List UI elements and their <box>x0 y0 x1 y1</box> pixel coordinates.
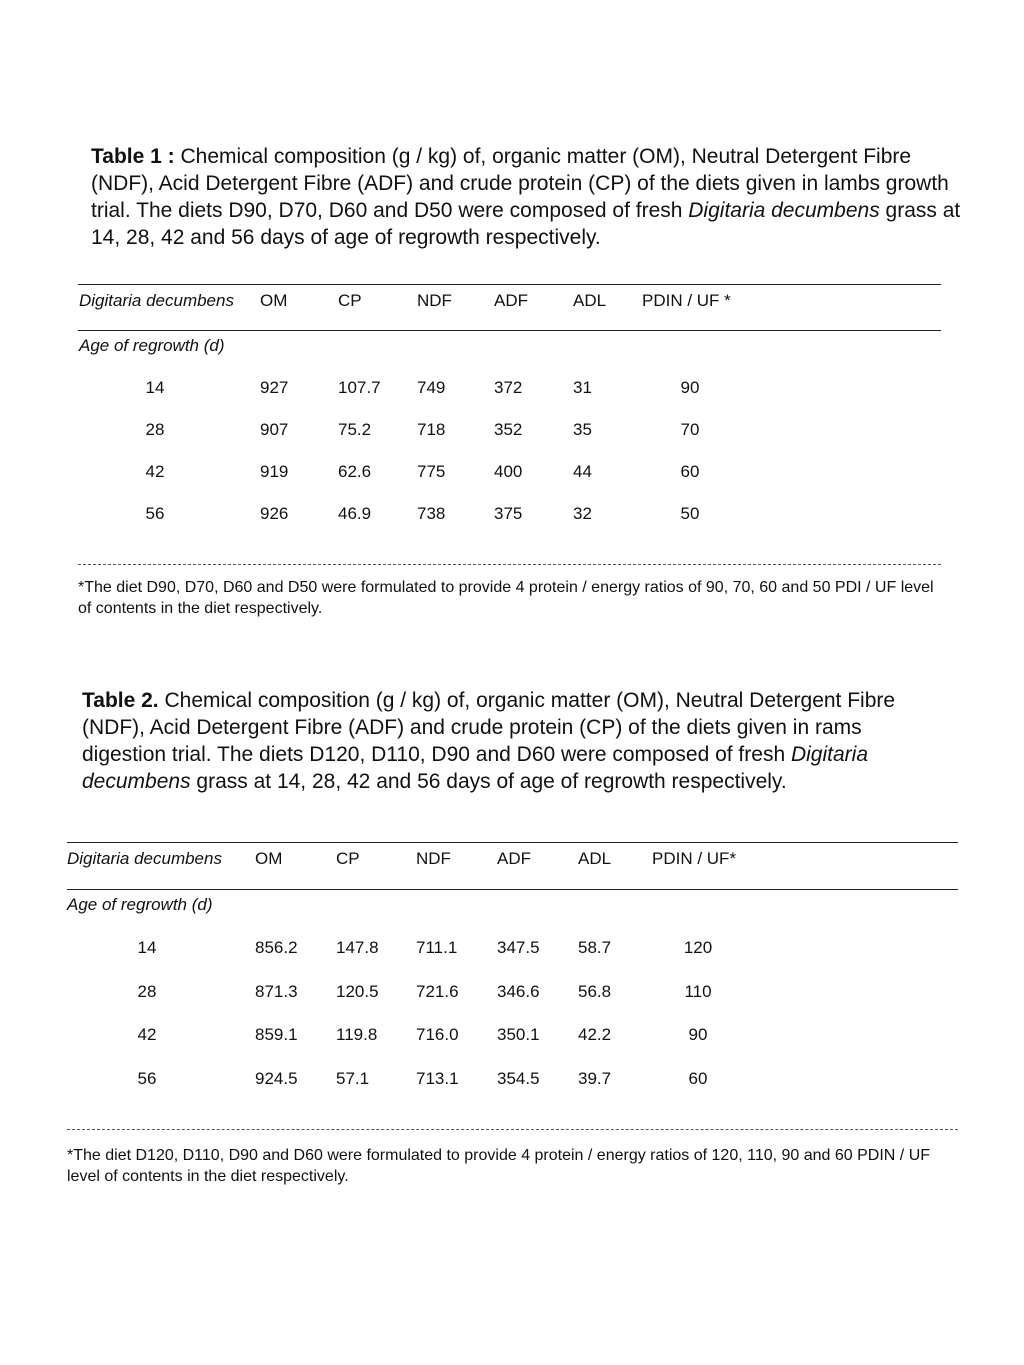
table1-header-adl: ADL <box>573 291 607 310</box>
table1-cell-age: 42 <box>145 462 165 481</box>
table1-cell-adf: 372 <box>494 378 523 397</box>
table1-header-rule <box>78 330 941 331</box>
table2-caption-text: Chemical composition (g / kg) of, organic matter (OM), Neutral Detergent Fibre (NDF), Acid Detergent Fibre (ADF) and crude protein (CP) of the diets given in rams digestion trial. The diets D120, D110, D90 and D60 were composed of fresh <box>82 689 896 766</box>
table2-cell-age: 42 <box>137 1025 157 1044</box>
table1-header-species: Digitaria decumbens <box>79 291 234 310</box>
table2-caption-species: Digitaria decumbens <box>82 743 868 793</box>
table2-cell-pdin-uf: 60 <box>688 1069 708 1088</box>
table1-cell-pdin-uf: 90 <box>680 378 700 397</box>
table2-cell-adf: 350.1 <box>497 1025 540 1044</box>
table2-header-cp: CP <box>336 849 360 868</box>
table2-subheader: Age of regrowth (d) <box>67 895 213 914</box>
table2-cell-adf: 347.5 <box>497 938 540 957</box>
table1-cell-om: 907 <box>260 420 289 439</box>
table2-cell-age: 14 <box>137 938 157 957</box>
table2-cell-age: 28 <box>137 982 157 1001</box>
table1-cell-adl: 44 <box>573 462 592 481</box>
table1-top-rule <box>78 284 941 285</box>
table1-cell-om: 926 <box>260 504 289 523</box>
table1-cell-om: 927 <box>260 378 289 397</box>
table1-cell-cp: 62.6 <box>338 462 372 481</box>
table2-header-adl: ADL <box>578 849 612 868</box>
table1-cell-cp: 107.7 <box>338 378 381 397</box>
table2-header-species: Digitaria decumbens <box>67 849 222 868</box>
table2-cell-age: 56 <box>137 1069 157 1088</box>
table2-cell-ndf: 711.1 <box>416 938 458 957</box>
table1-cell-adl: 35 <box>573 420 592 439</box>
table1-caption-text: Chemical composition (g / kg) of, organic matter (OM), Neutral Detergent Fibre (NDF), Acid Detergent Fibre (ADF) and crude protein (CP) of the diets given in lambs growth trial. The diets D90, D70, D60 and D50 were composed of fresh <box>91 145 949 222</box>
table1-header-ndf: NDF <box>417 291 452 310</box>
table1-caption-label: Table 1 : <box>91 145 175 168</box>
table2-cell-cp: 57.1 <box>336 1069 370 1088</box>
table2-header-pdin-uf: PDIN / UF* <box>652 849 737 868</box>
table2-cell-ndf: 713.1 <box>416 1069 459 1088</box>
table1-cell-adl: 32 <box>573 504 592 523</box>
table1-cell-om: 919 <box>260 462 289 481</box>
table2-cell-om: 856.2 <box>255 938 298 957</box>
table1-caption-species: Digitaria decumbens <box>688 199 880 222</box>
table1-header-cp: CP <box>338 291 362 310</box>
table2-cell-cp: 120.5 <box>336 982 379 1001</box>
table1-cell-adf: 400 <box>494 462 523 481</box>
table2-cell-pdin-uf: 110 <box>684 982 712 1001</box>
table2-header-ndf: NDF <box>416 849 451 868</box>
table2-cell-adf: 346.6 <box>497 982 540 1001</box>
table2-cell-adl: 39.7 <box>578 1069 612 1088</box>
table1-header-om: OM <box>260 291 288 310</box>
table2-top-rule <box>67 842 958 843</box>
table2-cell-cp: 147.8 <box>336 938 379 957</box>
table1-cell-cp: 46.9 <box>338 504 372 523</box>
table1-cell-age: 56 <box>145 504 165 523</box>
table2-caption <box>82 687 932 795</box>
table2-cell-pdin-uf: 120 <box>683 938 713 957</box>
table2-caption-label: Table 2. <box>82 689 159 712</box>
table1-cell-adf: 375 <box>494 504 523 523</box>
table1-cell-age: 28 <box>145 420 165 439</box>
table2-header-rule <box>67 889 958 890</box>
table2-header-adf: ADF <box>497 849 531 868</box>
table1-cell-pdin-uf: 70 <box>680 420 700 439</box>
table1-cell-adl: 31 <box>573 378 592 397</box>
table2-cell-adl: 42.2 <box>578 1025 612 1044</box>
table1-cell-ndf: 718 <box>417 420 446 439</box>
table1-caption-text-end: grass at 14, 28, 42 and 56 days of age of regrowth respectively. <box>91 199 961 249</box>
table1-caption <box>91 143 971 251</box>
table1-cell-adf: 352 <box>494 420 523 439</box>
table1-cell-ndf: 775 <box>417 462 446 481</box>
table2-bottom-rule <box>67 1129 958 1130</box>
table1-cell-age: 14 <box>145 378 165 397</box>
table2-cell-cp: 119.8 <box>336 1025 378 1044</box>
table1-footnote: *The diet D90, D70, D60 and D50 were formulated to provide 4 protein / energy ratios of 90, 70, 60 and 50 PDI / UF level of contents in the diet respectively. <box>78 579 934 617</box>
table2-cell-om: 859.1 <box>255 1025 298 1044</box>
table1-header-pdin-uf: PDIN / UF * <box>642 291 731 310</box>
table2-cell-adl: 58.7 <box>578 938 612 957</box>
table2-cell-om: 871.3 <box>255 982 298 1001</box>
table2-cell-ndf: 716.0 <box>416 1025 459 1044</box>
table2-caption-text-end: grass at 14, 28, 42 and 56 days of age of regrowth respectively. <box>190 770 787 793</box>
table1-subheader: Age of regrowth (d) <box>79 336 225 355</box>
table1-cell-ndf: 738 <box>417 504 446 523</box>
table1-bottom-rule <box>78 564 941 565</box>
table1-cell-pdin-uf: 50 <box>680 504 700 523</box>
table2-cell-adf: 354.5 <box>497 1069 540 1088</box>
table2-header-om: OM <box>255 849 283 868</box>
table1-cell-cp: 75.2 <box>338 420 372 439</box>
table2-cell-ndf: 721.6 <box>416 982 459 1001</box>
table1-cell-pdin-uf: 60 <box>680 462 700 481</box>
table2-cell-om: 924.5 <box>255 1069 298 1088</box>
table2-cell-adl: 56.8 <box>578 982 612 1001</box>
table2-cell-pdin-uf: 90 <box>688 1025 708 1044</box>
table1-cell-ndf: 749 <box>417 378 446 397</box>
table2-footnote: *The diet D120, D110, D90 and D60 were formulated to provide 4 protein / energy ratios of 120, 110, 90 and 60 PDIN / UF level of contents in the diet respectively. <box>67 1147 931 1185</box>
table1-header-adf: ADF <box>494 291 528 310</box>
